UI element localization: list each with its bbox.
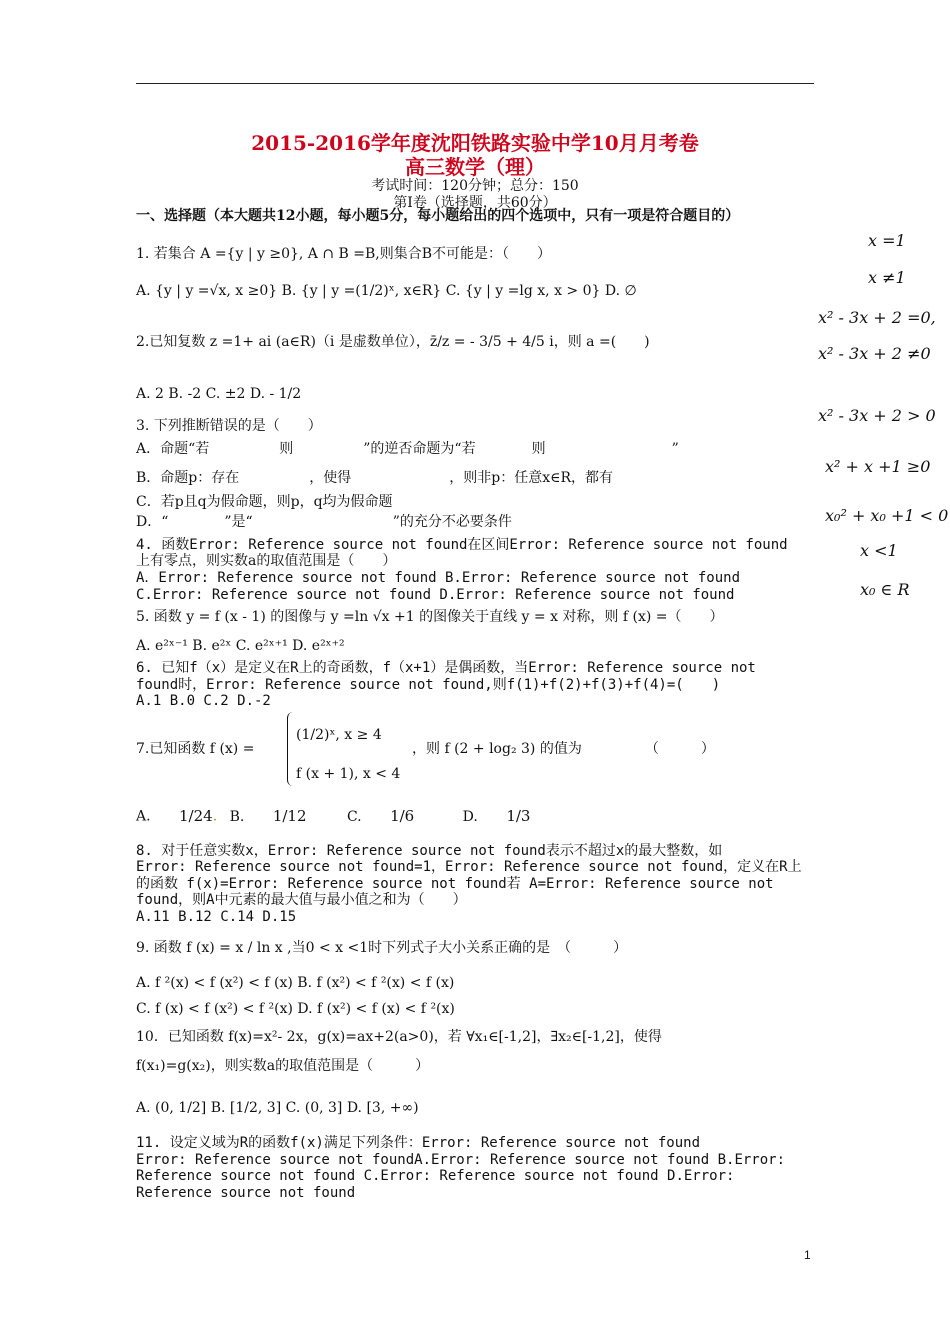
question-11-line-2: Error: Reference source not foundA.Error: Reference source not found B.Error:	[136, 1152, 786, 1168]
question-7-stem-left: 7.已知函数 f (x) =	[136, 741, 255, 757]
option-b-fraction: 1/12	[272, 807, 307, 825]
question-7-stem-right: ，则 f (2 + log₂ 3) 的值为 （ ）	[412, 741, 715, 757]
exam-title: 2015-2016学年度沈阳铁路实验中学10月月考卷	[251, 131, 699, 155]
question-4-line-3: A．Error: Reference source not found B.Error: Reference source not found	[136, 570, 741, 586]
exam-info: 考试时间：120分钟；总分：150	[371, 178, 579, 194]
margin-formula: x² - 3x + 2 =0,	[818, 308, 936, 327]
margin-formula: x² - 3x + 2 > 0	[818, 406, 936, 425]
question-7-case-1: (1/2)ˣ, x ≥ 4	[296, 727, 382, 743]
question-7-options: A. 1/24. B. 1/12 C. 1/6 D. 1/3	[136, 807, 531, 825]
question-5-options: A. e²ˣ⁻¹ B. e²ˣ C. e²ˣ⁺¹ D. e²ˣ⁺²	[136, 638, 345, 654]
question-8-line-1: 8. 对于任意实数x，Error: Reference source not found表示不超过x的最大整数，如	[136, 843, 723, 859]
question-8-line-2: Error: Reference source not found=1，Error: Reference source not found，定义在R上	[136, 859, 802, 875]
question-6-options: A.1 B.0 C.2 D.-2	[136, 693, 271, 709]
question-2-stem: 2.已知复数 z =1+ ai (a∈R)（i 是虚数单位），z̄/z = - 3/5 + 4/5 i，则 a =( )	[136, 334, 650, 350]
question-4-line-2: 上有零点，则实数a的取值范围是（ ）	[136, 553, 397, 569]
question-9-options-cd: C. f (x) < f (x²) < f ²(x) D. f (x²) < f (x) < f ²(x)	[136, 1001, 455, 1017]
section-heading: 一、选择题（本大题共12小题，每小题5分，每小题给出的四个选项中，只有一项是符合题目的）	[136, 208, 740, 224]
question-2-options: A. 2 B. -2 C. ±2 D. - 1/2	[136, 386, 302, 402]
question-10-line-2: f(x₁)=g(x₂)，则实数a的取值范围是（ ）	[136, 1058, 430, 1074]
question-1-options: A. {y | y =√x, x ≥0} B. {y | y =(1/2)ˣ, x∈R} C. {y | y =lg x, x > 0} D. ∅	[136, 283, 637, 299]
question-4-line-1: 4. 函数Error: Reference source not found在区间Error: Reference source not found	[136, 537, 788, 553]
question-11-line-1: 11. 设定义域为R的函数f(x)满足下列条件：Error: Reference source not found	[136, 1135, 701, 1151]
question-8-line-3: 的函数 f(x)=Error: Reference source not found若 A=Error: Reference source not	[136, 876, 774, 892]
question-9-options-ab: A. f ²(x) < f (x²) < f (x) B. f (x²) < f ²(x) < f (x)	[136, 975, 455, 991]
question-6-line-2: found时，Error: Reference source not found,则f(1)+f(2)+f(3)+f(4)=( )	[136, 677, 721, 693]
question-3-option-c: C．若p且q为假命题，则p，q均为假命题	[136, 494, 393, 510]
question-8-line-4: found，则A中元素的最大值与最小值之和为（ ）	[136, 892, 467, 908]
option-d-fraction: 1/3	[506, 807, 531, 825]
question-7-case-2: f (x + 1), x < 4	[296, 766, 401, 782]
question-11-line-4: Reference source not found	[136, 1185, 356, 1201]
page-number: 1	[804, 1248, 811, 1262]
question-3-option-b: B．命题p：存在 ，使得 ，则非p：任意x∈R，都有	[136, 470, 614, 486]
question-3-stem: 3. 下列推断错误的是（ ）	[136, 418, 322, 434]
question-6-line-1: 6. 已知f（x）是定义在R上的奇函数，f（x+1）是偶函数，当Error: Reference source not	[136, 660, 756, 676]
question-10-options: A. (0, 1/2] B. [1/2, 3] C. (0, 3] D. [3, +∞)	[136, 1100, 419, 1116]
question-11-line-3: Reference source not found C.Error: Reference source not found D.Error:	[136, 1168, 735, 1184]
question-10-line-1: 10．已知函数 f(x)=x²- 2x，g(x)=ax+2(a>0)，若 ∀x₁∈[-1,2]，∃x₂∈[-1,2]，使得	[136, 1029, 662, 1045]
question-5-stem: 5. 函数 y = f (x - 1) 的图像与 y =ln √x +1 的图像关于直线 y = x 对称，则 f (x) =（ ）	[136, 609, 724, 625]
margin-formula: x² - 3x + 2 ≠0	[818, 344, 931, 363]
question-9-stem: 9. 函数 f (x) = x / ln x ,当0 < x <1时下列式子大小关系正确的是 （ ）	[136, 940, 628, 956]
question-8-options: A.11 B.12 C.14 D.15	[136, 909, 297, 925]
piecewise-brace	[287, 712, 296, 786]
margin-formula: x =1	[868, 231, 906, 250]
margin-formula: x ≠1	[868, 268, 906, 287]
margin-formula: x₀² + x₀ +1 < 0	[825, 506, 949, 525]
question-3-option-a: A．命题“若 则 ”的逆否命题为“若 则 ”	[136, 441, 679, 457]
margin-formula: x <1	[860, 541, 898, 560]
margin-formula: x² + x +1 ≥0	[825, 457, 931, 476]
question-3-option-d: D．“ ”是“ ”的充分不必要条件	[136, 514, 512, 530]
question-1-stem: 1. 若集合 A ={y | y ≥0}, A ∩ B =B,则集合B不可能是：（ ）	[136, 246, 552, 262]
exam-subtitle: 高三数学（理）	[405, 155, 545, 179]
header-rule	[136, 83, 814, 84]
question-4-line-4: C.Error: Reference source not found D.Error: Reference source not found	[136, 587, 735, 603]
margin-formula: x₀ ∈ R	[860, 580, 910, 599]
option-c-fraction: 1/6	[390, 807, 415, 825]
section-info: 第Ⅰ卷（选择题，共60分）	[393, 195, 557, 211]
option-a-fraction: 1/24	[179, 807, 213, 825]
